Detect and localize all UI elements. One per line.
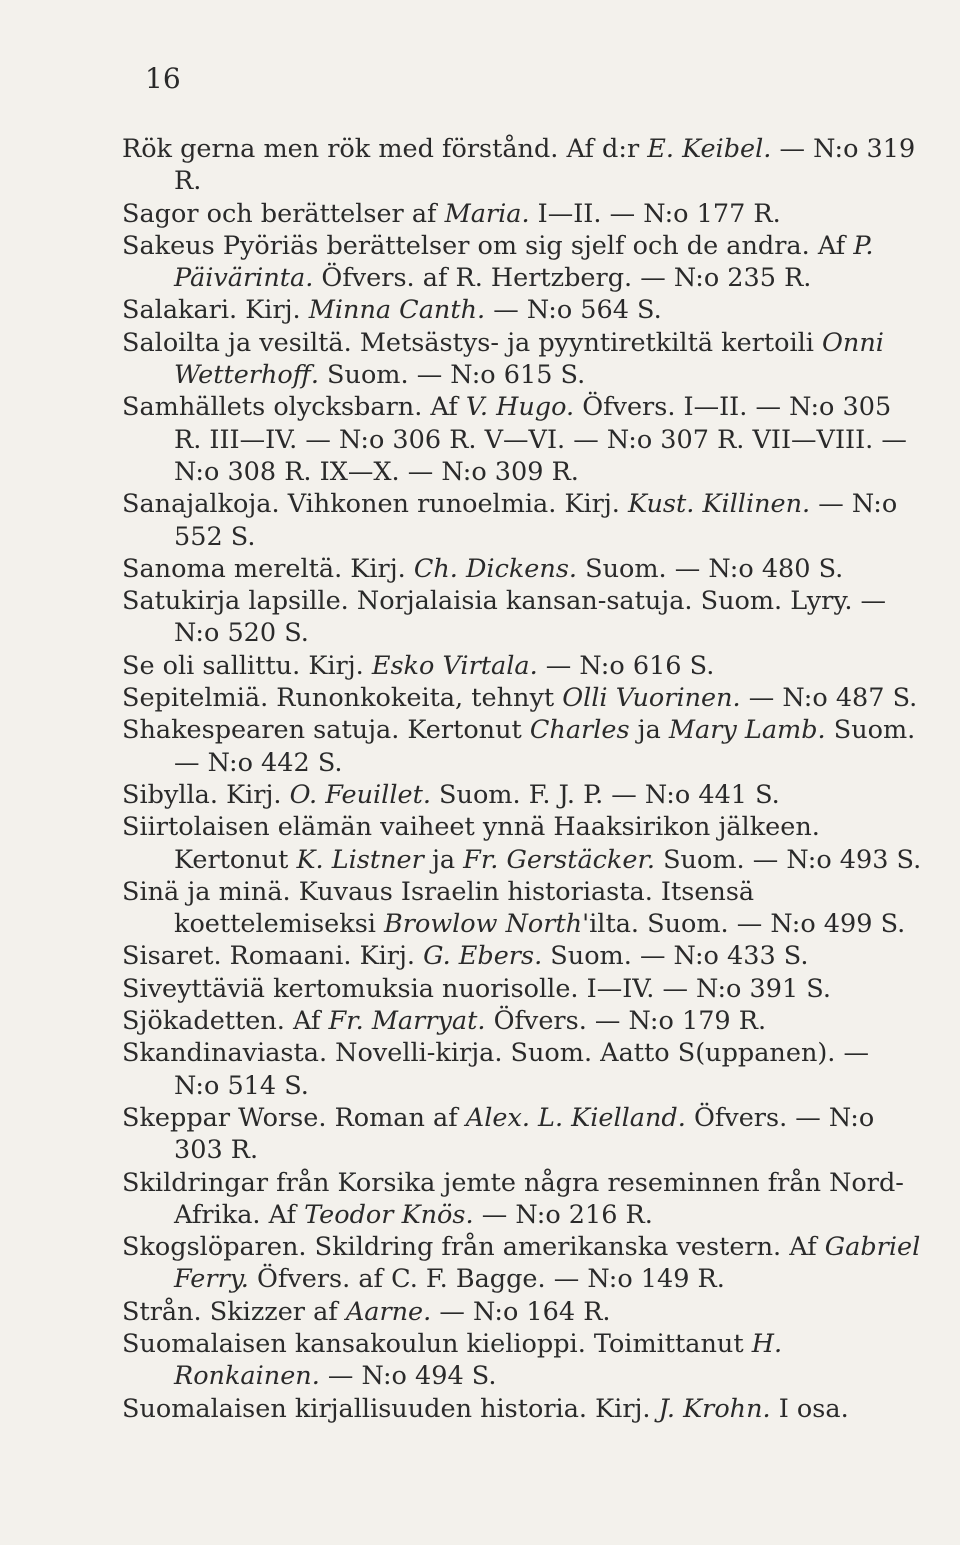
catalog-entry — [122, 585, 922, 650]
entry-text: Suom. — N:o 442 S. — [174, 715, 916, 778]
catalog-entry — [122, 553, 922, 585]
entry-text: — N:o 494 S. — [319, 1361, 497, 1392]
entry-author: Ch. Dickens. — [413, 553, 578, 584]
catalog-entry — [122, 1167, 922, 1232]
entry-text: Suom. — N:o 615 S. — [318, 360, 586, 391]
entry-text: Suomalaisen kirjallisuuden historia. Kirj. — [122, 1393, 659, 1424]
entry-author: Onni Wetterhoff. — [174, 327, 884, 391]
entry-text: — N:o 319 R. — [174, 134, 916, 197]
entry-author: Maria. — [444, 198, 530, 229]
catalog-entry — [122, 133, 922, 198]
catalog-entry — [122, 682, 922, 714]
entry-author: H. Ronkainen. — [174, 1328, 783, 1392]
entry-text: Sibylla. Kirj. — [122, 779, 290, 810]
entry-text: ja — [629, 715, 669, 746]
entry-text: Salakari. Kirj. — [122, 295, 309, 326]
entry-author: Browlow North' — [384, 909, 590, 940]
entry-text: Sisaret. Romaani. Kirj. — [122, 941, 424, 972]
entry-author: G. Ebers. — [423, 941, 543, 972]
catalog-entry — [122, 1037, 922, 1102]
entry-text: ja — [423, 844, 464, 875]
entry-author: Aarne. — [345, 1296, 432, 1327]
catalog-entry — [122, 327, 922, 392]
catalog-entries — [122, 133, 922, 1425]
entry-author: J. Krohn. — [658, 1393, 771, 1424]
catalog-entry — [122, 1328, 922, 1393]
page-number: 16 — [145, 62, 181, 95]
entry-text: — N:o 164 R. — [431, 1296, 611, 1327]
entry-text: Suom. F. J. P. — N:o 441 S. — [430, 779, 780, 810]
entry-text: — N:o 616 S. — [537, 650, 715, 681]
entry-text: — N:o 552 S. — [174, 489, 898, 552]
entry-text: Sinä ja minä. Kuvaus Israelin historiasta. Itsensä koettelemiseksi — [122, 876, 755, 940]
entry-text: Siveyttäviä kertomuksia nuorisolle. I—IV. — N:o 391 S. — [122, 973, 831, 1004]
catalog-entry — [122, 1296, 922, 1328]
entry-text: Sjökadetten. Af — [122, 1006, 329, 1037]
catalog-entry — [122, 940, 922, 972]
entry-text: Skeppar Worse. Roman af — [122, 1102, 466, 1133]
catalog-entry — [122, 1005, 922, 1037]
entry-author: Charles — [529, 715, 630, 746]
entry-author: Mary Lamb. — [668, 715, 826, 746]
entry-text: I—II. — N:o 177 R. — [529, 198, 781, 229]
entry-author: Alex. L. Kielland. — [465, 1102, 686, 1133]
entry-text: Suom. — N:o 480 S. — [577, 553, 844, 584]
entry-text: — N:o 564 S. — [485, 295, 662, 326]
entry-author: Teodor Knös. — [304, 1199, 474, 1230]
catalog-entry — [122, 1393, 922, 1425]
entry-text: Sanoma mereltä. Kirj. — [122, 553, 414, 584]
entry-text: Rök gerna men rök med förstånd. Af d:r — [122, 134, 648, 164]
catalog-entry — [122, 1102, 922, 1167]
catalog-entry — [122, 294, 922, 326]
entry-author: Minna Canth. — [308, 295, 486, 326]
entry-text: Suom. — N:o 493 S. — [654, 844, 922, 875]
entry-text: Skogslöparen. Skildring från amerikanska vestern. Af — [122, 1232, 825, 1263]
entry-text: Suomalaisen kansakoulun kielioppi. Toimittanut — [122, 1328, 752, 1359]
catalog-entry — [122, 230, 922, 295]
entry-text: Strån. Skizzer af — [122, 1296, 346, 1327]
entry-text: Se oli sallittu. Kirj. — [122, 650, 372, 681]
catalog-entry — [122, 779, 922, 811]
entry-text: Öfvers. — N:o 179 R. — [485, 1006, 767, 1037]
entry-author: Esko Virtala. — [371, 650, 538, 681]
entry-text: Saloilta ja vesiltä. Metsästys- ja pyyntiretkiltä kertoili — [122, 327, 823, 358]
entry-text: Siirtolaisen elämän vaiheet ynnä Haaksirikon jälkeen. Kertonut — [122, 812, 820, 875]
entry-author: Fr. Marryat. — [328, 1006, 486, 1037]
entry-author: K. Listner — [296, 844, 424, 875]
entry-author: Olli Vuorinen. — [562, 683, 741, 714]
entry-text: Öfvers. af C. F. Bagge. — N:o 149 R. — [248, 1264, 725, 1295]
entry-text: — N:o 487 S. — [740, 683, 918, 714]
entry-text: Suom. — N:o 433 S. — [542, 941, 809, 972]
entry-author: Fr. Gerstäcker. — [463, 844, 655, 875]
catalog-entry — [122, 650, 922, 682]
entry-text: Satukirja lapsille. Norjalaisia kansan-satuja. Suom. Lyry. — N:o 520 S. — [122, 586, 887, 649]
entry-text: Shakespearen satuja. Kertonut — [122, 715, 530, 746]
entry-text: ilta. Suom. — N:o 499 S. — [589, 909, 906, 940]
entry-author: Kust. Killinen. — [627, 489, 811, 520]
entry-author: Gabriel Ferry. — [174, 1232, 921, 1295]
entry-author: E. Keibel. — [647, 134, 772, 164]
catalog-entry — [122, 973, 922, 1005]
entry-text: Öfvers. af R. Hertzberg. — N:o 235 R. — [313, 263, 812, 294]
catalog-entry — [122, 488, 922, 553]
entry-text: Sakeus Pyöriäs berättelser om sig sjelf och de andra. Af — [122, 230, 854, 261]
entry-text: Öfvers. I—II. — N:o 305 R. III—IV. — N:o 306 R. V—VI. — N:o 307 R. VII—VIII. — N:o 308 R. IX—X. — N:o 309 R. — [174, 392, 907, 487]
catalog-entry — [122, 714, 922, 779]
entry-text: Sagor och berättelser af — [122, 198, 445, 229]
catalog-entry — [122, 876, 922, 941]
entry-author: V. Hugo. — [465, 392, 575, 423]
entry-author: P. Päivärinta. — [174, 230, 874, 294]
catalog-entry — [122, 1231, 922, 1296]
entry-text: I osa. — [770, 1393, 849, 1424]
catalog-entry — [122, 391, 922, 488]
entry-text: Skildringar från Korsika jemte några reseminnen från Nord-Afrika. Af — [122, 1167, 904, 1230]
entry-text: Öfvers. — N:o 303 R. — [174, 1102, 875, 1166]
entry-text: Samhällets olycksbarn. Af — [122, 392, 466, 423]
entry-text: Sanajalkoja. Vihkonen runoelmia. Kirj. — [122, 489, 628, 520]
entry-text: — N:o 216 R. — [473, 1199, 653, 1230]
catalog-entry — [122, 811, 922, 876]
entry-text: Sepitelmiä. Runonkokeita, tehnyt — [122, 683, 563, 714]
entry-text: Skandinaviasta. Novelli-kirja. Suom. Aatto S(uppanen). — N:o 514 S. — [122, 1038, 870, 1101]
entry-author: O. Feuillet. — [289, 779, 431, 810]
catalog-entry — [122, 198, 922, 230]
